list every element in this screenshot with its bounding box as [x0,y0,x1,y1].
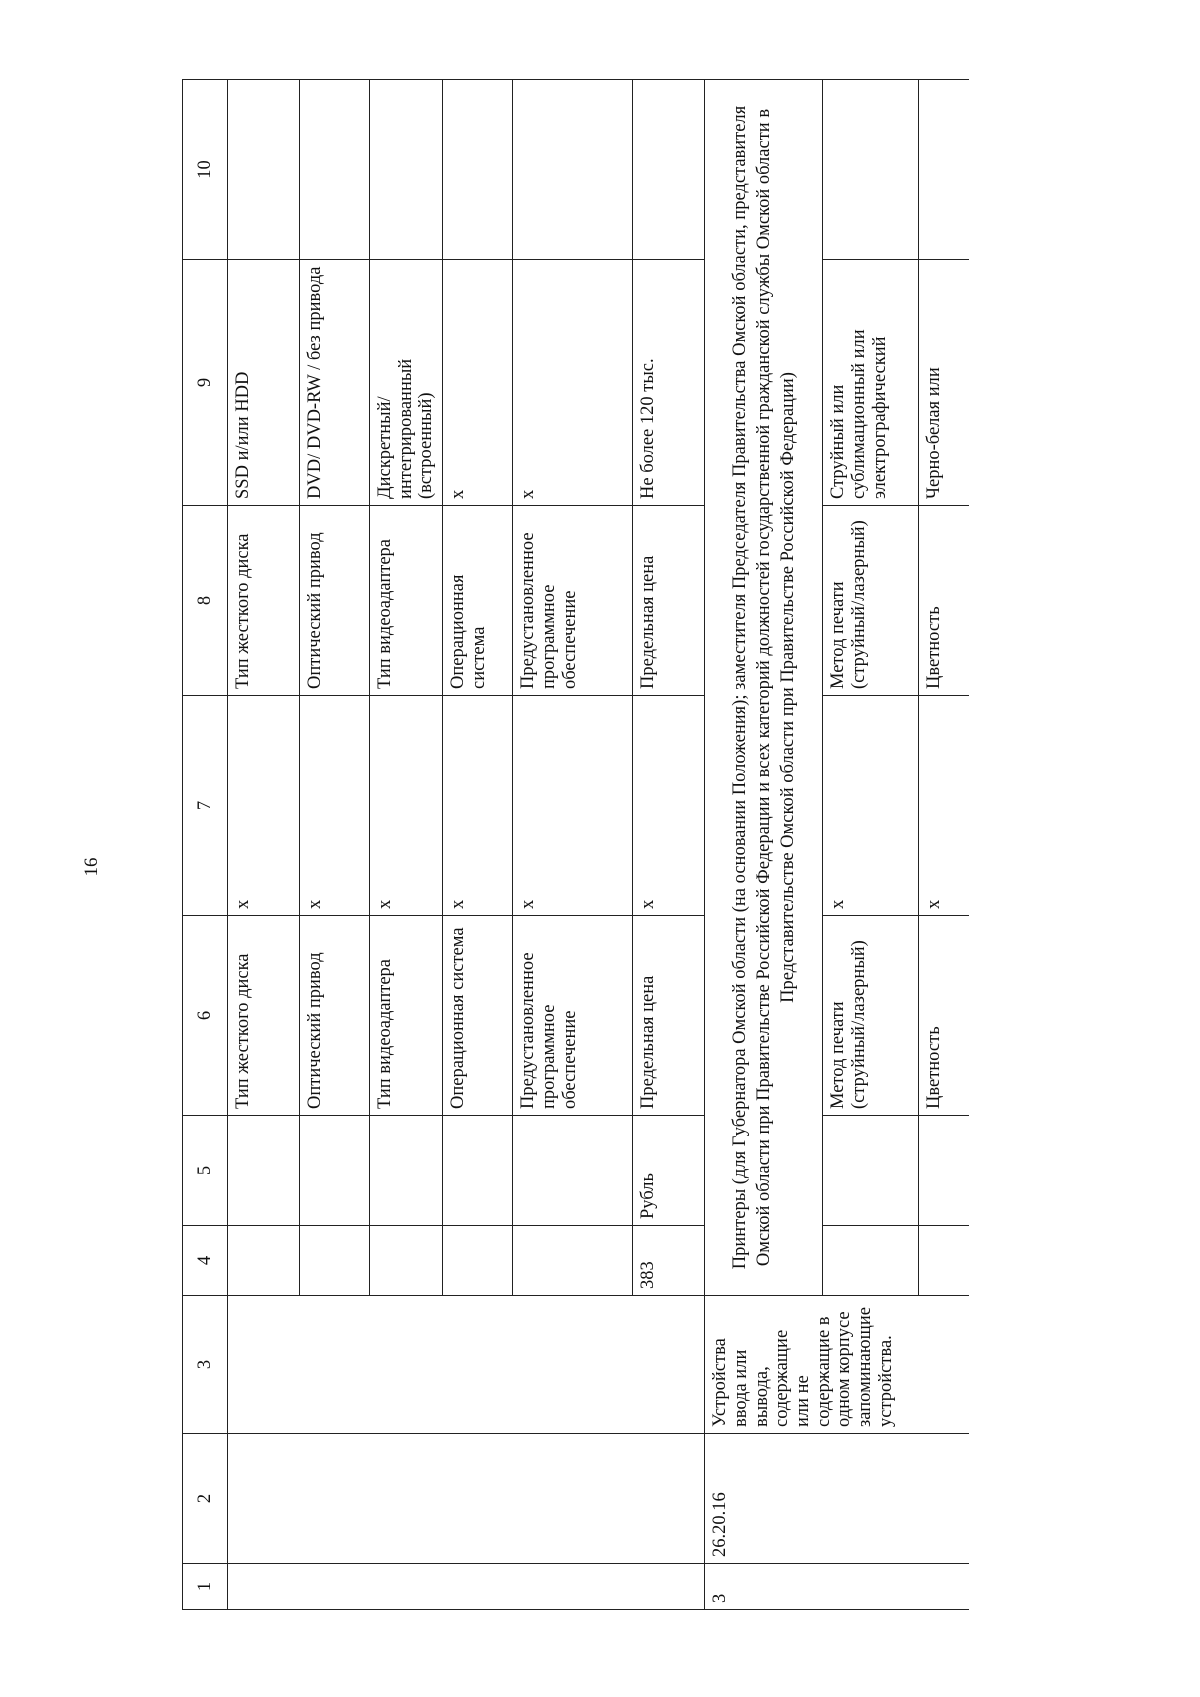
cell-empty [228,1434,705,1564]
cell-empty [300,80,370,260]
cell-value: x [228,696,300,916]
cell-empty [633,80,705,260]
cell-value: Струйный или сублимационный или электрографический [823,260,919,506]
cell-value: Черно-белая или [919,260,969,506]
requirements-table [182,79,969,1610]
cell-characteristic: Тип жесткого диска [228,916,300,1116]
cell-value: x [513,696,633,916]
cell-value: x [443,696,513,916]
cell-characteristic: Оптический привод [300,916,370,1116]
cell-characteristic: Предельная цена [633,916,705,1116]
cell-empty [370,80,443,260]
cell-value: x [633,696,705,916]
cell-characteristic: Цветность [919,916,969,1116]
column-number-7: 7 [183,696,228,916]
column-number-6: 6 [183,916,228,1116]
cell-row-number: 3 [705,1564,969,1610]
column-number-2: 2 [183,1434,228,1564]
cell-unit: Рубль [633,1116,705,1226]
column-number-10: 10 [183,80,228,260]
cell-characteristic: Метод печати (струйный/лазерный) [823,506,919,696]
cell-okei-code: 383 [633,1226,705,1296]
cell-empty [300,1226,370,1296]
column-number-1: 1 [183,1564,228,1610]
cell-value: x [919,696,969,916]
cell-empty [443,80,513,260]
table-row [228,80,300,1610]
column-number-9: 9 [183,260,228,506]
cell-empty [823,80,919,260]
cell-characteristic: Цветность [919,506,969,696]
cell-empty [228,1116,300,1226]
cell-value: x [370,696,443,916]
cell-empty [919,80,969,260]
cell-empty [919,1226,969,1296]
cell-empty [919,1116,969,1226]
cell-characteristic: Предельная цена [633,506,705,696]
cell-characteristic: Оптический привод [300,506,370,696]
cell-characteristic: Тип видеоадаптера [370,916,443,1116]
cell-empty [228,1226,300,1296]
cell-value: Не более 120 тыс. [633,260,705,506]
cell-empty [370,1226,443,1296]
cell-empty [370,1116,443,1226]
column-number-5: 5 [183,1116,228,1226]
cell-characteristic: Предустановленное программное обеспечение [513,916,633,1116]
cell-empty [228,1296,705,1434]
cell-characteristic: Операционная система [443,916,513,1116]
cell-characteristic: Операционная система [443,506,513,696]
cell-characteristic: Тип жесткого диска [228,506,300,696]
cell-empty [443,1116,513,1226]
cell-value: Дискретный/интегрированный (встроенный) [370,260,443,506]
cell-okpd-code: 26.20.16 [705,1434,969,1564]
cell-characteristic: Метод печати (струйный/лазерный) [823,916,919,1116]
cell-empty [228,1564,705,1610]
cell-empty [513,80,633,260]
cell-value: x [513,260,633,506]
table-row [705,80,823,1610]
cell-empty [443,1226,513,1296]
cell-value: x [300,696,370,916]
cell-empty [823,1116,919,1226]
cell-characteristic: Тип видеоадаптера [370,506,443,696]
cell-empty [228,80,300,260]
cell-empty [300,1116,370,1226]
column-number-3: 3 [183,1296,228,1434]
page-number: 16 [81,857,102,877]
cell-value: x [443,260,513,506]
column-number-4: 4 [183,1226,228,1296]
cell-empty [513,1226,633,1296]
rotated-page-content [182,80,982,1610]
cell-value: DVD/ DVD-RW / без привода [300,260,370,506]
column-number-row [183,80,228,1610]
cell-product-name: Устройства ввода или вывода, содержащие или не содержащие в одном корпусе запоминающие устройства. [705,1296,969,1434]
cell-characteristic: Предустановленное программное обеспечение [513,506,633,696]
cell-value: SSD и/или HDD [228,260,300,506]
column-number-8: 8 [183,506,228,696]
cell-empty [513,1116,633,1226]
cell-empty [823,1226,919,1296]
printer-category-cell: Принтеры (для Губернатора Омской области (на основании Положения); заместителя Председателя Правительства Омской области, представителя Омской области при Правительстве Российской Федерации и всех категорий должностей государственной гражданской службы Омской области в Представительстве Омской области при Правительстве Российской Федерации) [705,80,823,1296]
cell-value: x [823,696,919,916]
